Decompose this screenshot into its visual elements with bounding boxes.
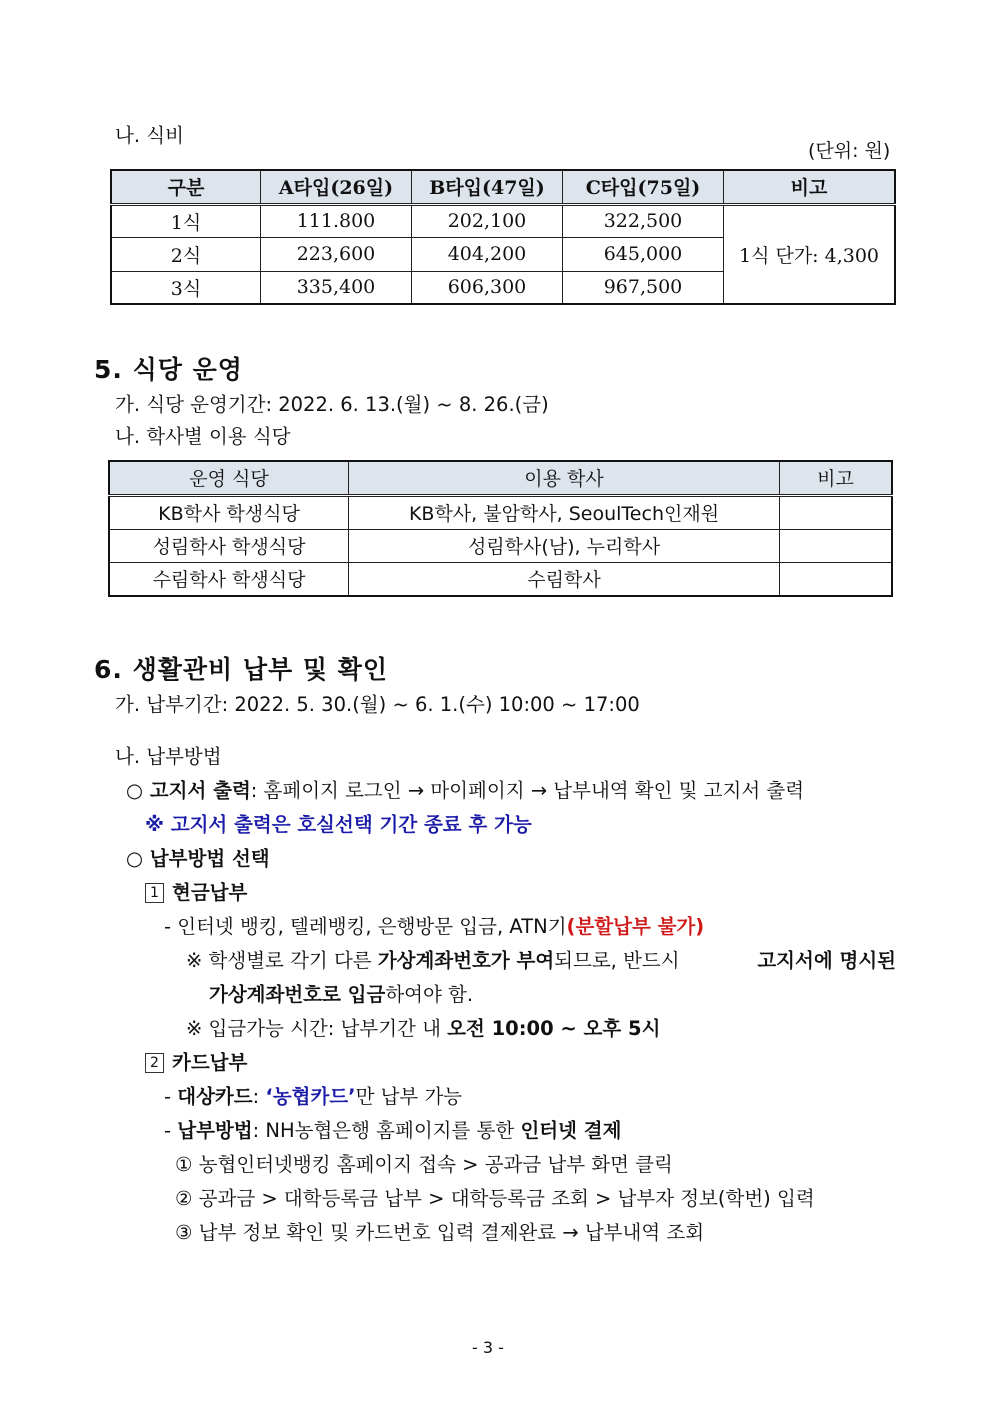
- meal-cell: 202,100: [412, 204, 563, 237]
- colon: :: [252, 1085, 266, 1108]
- eligible-card-text: 만 납부 가능: [355, 1085, 463, 1108]
- dining-hall-table: [108, 460, 893, 597]
- card-step-1: ① 농협인터넷뱅킹 홈페이지 접속 > 공과금 납부 화면 클릭: [175, 1153, 673, 1176]
- dorm-list: KB학사, 불암학사, SeoulTech인재원: [349, 495, 780, 529]
- meal-cell: 967,500: [563, 271, 724, 304]
- meal-cell: 606,300: [412, 271, 563, 304]
- meal-cell: 404,200: [412, 237, 563, 271]
- no-installment-warning: (분할납부 불가): [566, 915, 705, 938]
- note-text-a: ※ 학생별로 각기 다른: [186, 949, 378, 972]
- cash-channels: - 인터넷 뱅킹, 텔레뱅킹, 은행방문 입금, ATN기: [164, 915, 567, 938]
- note-cell: [780, 562, 893, 596]
- card-method-line: [164, 1115, 621, 1143]
- nh-card-name: ‘농협카드’: [265, 1085, 356, 1108]
- meal-cell: 111.800: [261, 204, 412, 237]
- section5-title: 5. 식당 운영: [94, 355, 243, 384]
- cash-payment-heading: [145, 877, 247, 905]
- payment-choice-label: ○ 납부방법 선택: [126, 847, 270, 870]
- number-box-1: 1: [145, 883, 164, 903]
- meal-cost-table: [110, 169, 896, 305]
- invoice-print-text: : 홈페이지 로그인 → 마이페이지 → 납부내역 확인 및 고지서 출력: [250, 779, 805, 802]
- deposit-time-note: [186, 1013, 660, 1041]
- invoice-print-label: ○ 고지서 출력: [126, 779, 251, 802]
- page-number: - 3 -: [472, 1338, 504, 1357]
- note-text-e: 가상계좌번호로 입금: [209, 983, 386, 1006]
- meal-cell: 322,500: [563, 204, 724, 237]
- dash: -: [164, 1085, 178, 1108]
- note-cell: [780, 495, 893, 529]
- meal-cell: 223,600: [261, 237, 412, 271]
- meal-col-header: A타입(26일): [261, 170, 412, 204]
- meal-cell: 1식: [111, 204, 261, 237]
- dorm-list: 수림학사: [349, 562, 780, 596]
- card-payment-label: 카드납부: [172, 1051, 248, 1074]
- table-row: [109, 529, 892, 562]
- card-method-label: 납부방법: [177, 1119, 253, 1142]
- note-text-f: 하여야 함.: [385, 983, 474, 1006]
- note-text-c: 되므로, 반드시: [554, 949, 680, 972]
- meal-cell: 3식: [111, 271, 261, 304]
- internet-payment: 인터넷 결제: [520, 1119, 622, 1142]
- eligible-card-label: 대상카드: [177, 1085, 253, 1108]
- dining-hall-name: 수림학사 학생식당: [109, 562, 349, 596]
- unit-label: (단위: 원): [808, 140, 891, 162]
- dorm-col-header: 운영 식당: [109, 461, 349, 495]
- dining-hall-name: 성림학사 학생식당: [109, 529, 349, 562]
- meal-col-header: 구분: [111, 170, 261, 204]
- meal-col-header: C타입(75일): [563, 170, 724, 204]
- card-payment-heading: [145, 1047, 247, 1075]
- dorm-list: 성림학사(남), 누리학사: [349, 529, 780, 562]
- eligible-card-line: [164, 1081, 462, 1109]
- table-row: [109, 562, 892, 596]
- note-text-d: 고지서에 명시된: [757, 949, 896, 972]
- payment-period: 가. 납부기간: 2022. 5. 30.(월) ~ 6. 1.(수) 10:00 ~ 17:00: [115, 693, 640, 716]
- invoice-print-line: [126, 775, 804, 803]
- note-text-b: 가상계좌번호가 부여: [377, 949, 555, 972]
- card-step-3: ③ 납부 정보 확인 및 카드번호 입력 결제완료 → 납부내역 조회: [175, 1221, 705, 1244]
- dorm-col-header: 이용 학사: [349, 461, 780, 495]
- cash-payment-label: 현금납부: [172, 881, 248, 904]
- cash-channels-line: [164, 911, 704, 939]
- note-cell: [780, 529, 893, 562]
- deposit-time-value: 오전 10:00 ~ 오후 5시: [447, 1017, 661, 1040]
- meal-col-header: B타입(47일): [412, 170, 563, 204]
- meal-heading: 나. 식비: [115, 124, 184, 147]
- meal-col-header: 비고: [724, 170, 896, 204]
- table-row: [109, 495, 892, 529]
- dash: -: [164, 1119, 178, 1142]
- dorm-col-header: 비고: [780, 461, 893, 495]
- section5-period: 가. 식당 운영기간: 2022. 6. 13.(월) ~ 8. 26.(금): [115, 393, 549, 416]
- virtual-account-note: [186, 945, 896, 973]
- deposit-time-label: ※ 입금가능 시간: 납부기간 내: [186, 1017, 448, 1040]
- virtual-account-note-cont: [209, 979, 473, 1007]
- section6-title: 6. 생활관비 납부 및 확인: [94, 655, 389, 684]
- meal-cell: 335,400: [261, 271, 412, 304]
- table-row: [111, 204, 895, 237]
- card-step-2: ② 공과금 > 대학등록금 납부 > 대학등록금 조회 > 납부자 정보(학번) 입력: [175, 1187, 815, 1210]
- number-box-2: 2: [145, 1053, 164, 1073]
- invoice-note: ※ 고지서 출력은 호실선택 기간 종료 후 가능: [145, 813, 532, 836]
- section5-subheading: 나. 학사별 이용 식당: [115, 425, 291, 448]
- card-method-text: : NH농협은행 홈페이지를 통한: [252, 1119, 521, 1142]
- meal-cell: 2식: [111, 237, 261, 271]
- payment-method-heading: 나. 납부방법: [115, 745, 222, 768]
- dining-hall-name: KB학사 학생식당: [109, 495, 349, 529]
- note-text: [186, 945, 680, 973]
- unit-price-note: 1식 단가: 4,300: [724, 204, 896, 304]
- meal-cell: 645,000: [563, 237, 724, 271]
